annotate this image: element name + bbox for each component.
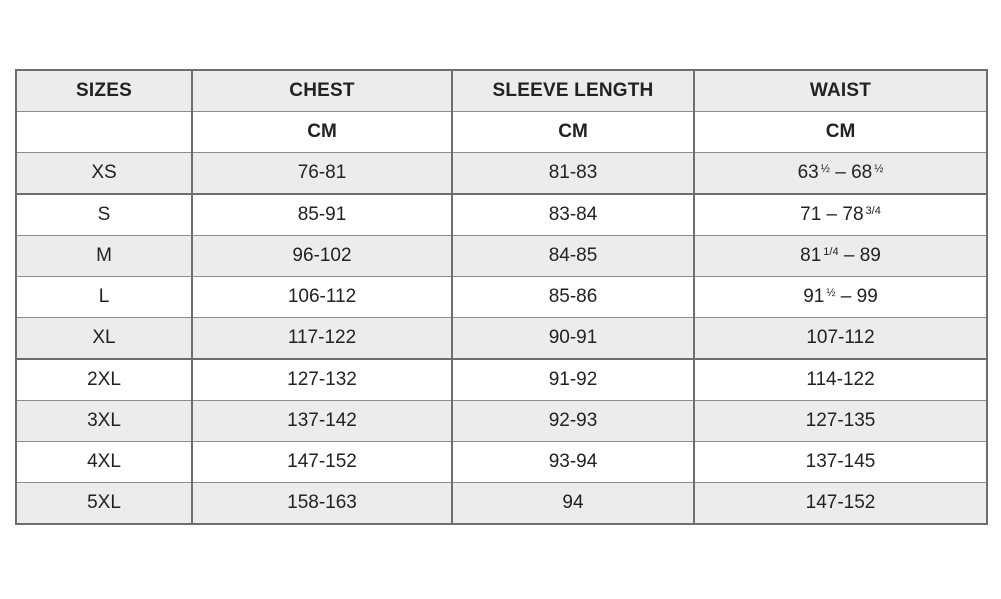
table-row xyxy=(16,483,987,525)
waist-value-a: 107-112 xyxy=(806,327,875,348)
table-row xyxy=(16,194,987,236)
table-row xyxy=(16,236,987,277)
sleeve-cell: 94 xyxy=(452,483,694,525)
waist-cell xyxy=(694,483,987,525)
size-cell: XS xyxy=(16,153,192,195)
chest-cell: 158-163 xyxy=(192,483,452,525)
unit-sleeve: CM xyxy=(452,112,694,153)
waist-fraction-a: ½ xyxy=(826,287,836,299)
units-row xyxy=(16,112,987,153)
header-sleeve-length: SLEEVE LENGTH xyxy=(452,70,694,112)
waist-cell xyxy=(694,401,987,442)
size-cell: 4XL xyxy=(16,442,192,483)
waist-cell xyxy=(694,359,987,401)
waist-cell xyxy=(694,153,987,195)
unit-chest: CM xyxy=(192,112,452,153)
sleeve-cell: 92-93 xyxy=(452,401,694,442)
unit-sizes xyxy=(16,112,192,153)
size-rows xyxy=(16,153,987,525)
sleeve-cell: 81-83 xyxy=(452,153,694,195)
chest-cell: 106-112 xyxy=(192,277,452,318)
chest-cell: 127-132 xyxy=(192,359,452,401)
sleeve-cell: 85-86 xyxy=(452,277,694,318)
chest-cell: 85-91 xyxy=(192,194,452,236)
waist-cell xyxy=(694,236,987,277)
table-row xyxy=(16,442,987,483)
waist-cell xyxy=(694,194,987,236)
waist-value-a: 91 xyxy=(803,286,825,307)
size-cell: M xyxy=(16,236,192,277)
unit-waist: CM xyxy=(694,112,987,153)
waist-value-b: 99 xyxy=(856,286,878,307)
waist-cell xyxy=(694,442,987,483)
header-sizes: SIZES xyxy=(16,70,192,112)
size-cell: XL xyxy=(16,318,192,360)
table-row xyxy=(16,318,987,360)
size-chart-table xyxy=(15,69,988,525)
sleeve-cell: 90-91 xyxy=(452,318,694,360)
waist-fraction-a: ½ xyxy=(820,163,830,175)
waist-value-a: 114-122 xyxy=(806,369,875,390)
size-cell: L xyxy=(16,277,192,318)
header-chest: CHEST xyxy=(192,70,452,112)
table-row xyxy=(16,153,987,195)
sleeve-cell: 83-84 xyxy=(452,194,694,236)
waist-value-b: 68 xyxy=(851,162,873,183)
chest-cell: 76-81 xyxy=(192,153,452,195)
header-waist: WAIST xyxy=(694,70,987,112)
size-cell: S xyxy=(16,194,192,236)
sleeve-cell: 93-94 xyxy=(452,442,694,483)
chest-cell: 117-122 xyxy=(192,318,452,360)
waist-cell xyxy=(694,277,987,318)
waist-value-a: 81 xyxy=(800,245,822,266)
chest-cell: 147-152 xyxy=(192,442,452,483)
header-row xyxy=(16,70,987,112)
waist-separator: – xyxy=(829,162,852,183)
waist-value-b: 89 xyxy=(859,245,881,266)
table-row xyxy=(16,401,987,442)
waist-fraction-a: 1/4 xyxy=(823,246,839,258)
size-cell: 2XL xyxy=(16,359,192,401)
waist-cell xyxy=(694,318,987,360)
table-row xyxy=(16,359,987,401)
waist-fraction-b: ½ xyxy=(874,163,884,175)
waist-value-a: 147-152 xyxy=(805,492,876,513)
sleeve-cell: 91-92 xyxy=(452,359,694,401)
chest-cell: 96-102 xyxy=(192,236,452,277)
waist-fraction-a: 3/4 xyxy=(865,205,881,217)
waist-value-a: 71 – 78 xyxy=(800,204,864,225)
table-row xyxy=(16,277,987,318)
chest-cell: 137-142 xyxy=(192,401,452,442)
waist-value-a: 137-145 xyxy=(805,451,876,472)
size-cell: 5XL xyxy=(16,483,192,525)
waist-value-a: 127-135 xyxy=(805,410,876,431)
sleeve-cell: 84-85 xyxy=(452,236,694,277)
waist-value-a: 63 xyxy=(797,162,819,183)
waist-separator: – xyxy=(838,245,860,266)
size-cell: 3XL xyxy=(16,401,192,442)
waist-separator: – xyxy=(835,286,857,307)
